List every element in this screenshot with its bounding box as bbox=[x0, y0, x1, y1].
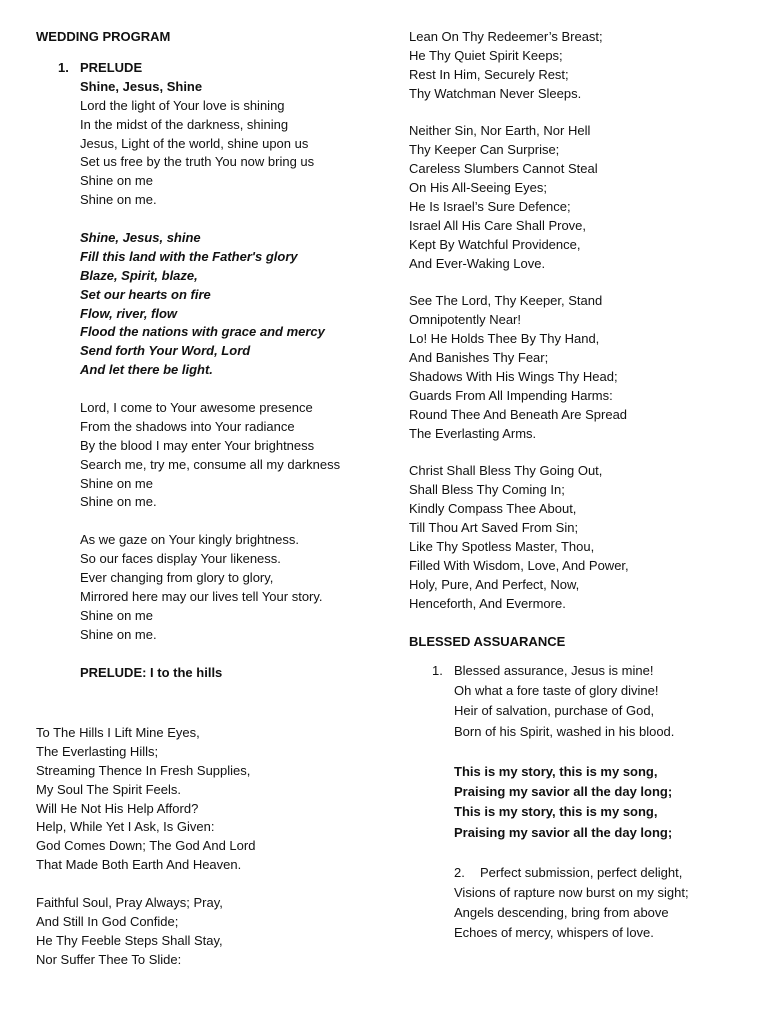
lyric-line: And Banishes Thy Fear; bbox=[409, 350, 549, 366]
lyric-line: Mirrored here may our lives tell Your story. bbox=[80, 588, 323, 604]
lyric-line: Filled With Wisdom, Love, And Power, bbox=[409, 557, 629, 573]
page-title: WEDDING PROGRAM bbox=[36, 29, 171, 44]
lyric-line: Israel All His Care Shall Prove, bbox=[409, 217, 587, 233]
lyric-line: Holy, Pure, And Perfect, Now, bbox=[409, 576, 580, 592]
chorus-line: Set our hearts on fire bbox=[80, 286, 211, 302]
lyric-line: Streaming Thence In Fresh Supplies, bbox=[36, 762, 251, 778]
chorus-line: Praising my savior all the day long; bbox=[454, 824, 673, 840]
lyric-line: Kindly Compass Thee About, bbox=[409, 501, 577, 517]
blessed-assurance bbox=[432, 661, 689, 944]
lyric-line: Kept By Watchful Providence, bbox=[409, 236, 581, 252]
lyric-line: Blessed assurance, Jesus is mine! bbox=[454, 663, 654, 678]
lyric-line: He Thy Quiet Spirit Keeps; bbox=[409, 47, 563, 63]
chorus-line: Fill this land with the Father's glory bbox=[80, 248, 298, 264]
lyric-line: Shine on me bbox=[80, 173, 153, 189]
lyric-line: Shine on me. bbox=[80, 626, 157, 642]
lyric-line: Oh what a fore taste of glory divine! bbox=[454, 683, 659, 699]
lyric-line: God Comes Down; The God And Lord bbox=[36, 838, 256, 854]
lyric-line: Echoes of mercy, whispers of love. bbox=[454, 925, 654, 941]
lyric-line: Shine on me bbox=[80, 607, 153, 623]
chorus-line: This is my story, this is my song, bbox=[454, 763, 658, 779]
lyric-line: Shadows With His Wings Thy Head; bbox=[409, 369, 618, 385]
lyric-line: See The Lord, Thy Keeper, Stand bbox=[409, 293, 603, 309]
lyric-line: On His All-Seeing Eyes; bbox=[409, 180, 548, 196]
lyric-line: Christ Shall Bless Thy Going Out, bbox=[409, 463, 603, 479]
chorus-line: Flood the nations with grace and mercy bbox=[80, 324, 325, 340]
lyric-line: As we gaze on Your kingly brightness. bbox=[80, 532, 299, 548]
lyric-line: Born of his Spirit, washed in his blood. bbox=[454, 723, 675, 739]
lyric-line: Shall Bless Thy Coming In; bbox=[409, 482, 565, 498]
lyric-line: Thy Keeper Can Surprise; bbox=[409, 142, 560, 158]
lyric-line: Lo! He Holds Thee By Thy Hand, bbox=[409, 331, 600, 347]
lyric-line: Will He Not His Help Afford? bbox=[36, 800, 199, 816]
lyric-line: Set us free by the truth You now bring us bbox=[80, 154, 315, 170]
lyric-line: Lord, I come to Your awesome presence bbox=[80, 400, 313, 416]
lyric-line: That Made Both Earth And Heaven. bbox=[36, 857, 242, 873]
chorus-line: Send forth Your Word, Lord bbox=[80, 343, 251, 359]
lyric-line: Till Thou Art Saved From Sin; bbox=[409, 520, 579, 536]
lyric-line: Heir of salvation, purchase of God, bbox=[454, 703, 655, 719]
chorus-line: Flow, river, flow bbox=[80, 305, 178, 321]
prelude-shine-jesus bbox=[58, 59, 340, 682]
section-heading: BLESSED ASSUARANCE bbox=[409, 633, 566, 649]
lyric-line: Careless Slumbers Cannot Steal bbox=[409, 161, 598, 177]
lyric-line: Guards From All Impending Harms: bbox=[409, 387, 613, 403]
lyric-line: Henceforth, And Evermore. bbox=[409, 595, 566, 611]
chorus-line: And let there be light. bbox=[80, 362, 213, 378]
lyric-line: Like Thy Spotless Master, Thou, bbox=[409, 539, 595, 555]
lyric-line: Ever changing from glory to glory, bbox=[80, 570, 274, 586]
lyric-line: He Is Israel’s Sure Defence; bbox=[409, 199, 571, 215]
lyric-line: Lord the light of Your love is shining bbox=[80, 97, 285, 113]
chorus-line: This is my story, this is my song, bbox=[454, 804, 658, 820]
lyric-line: The Everlasting Arms. bbox=[409, 425, 537, 441]
chorus-line: Blaze, Spirit, blaze, bbox=[80, 267, 198, 283]
lyric-line: Angels descending, bring from above bbox=[454, 905, 669, 921]
section-number: 1. bbox=[58, 60, 69, 75]
lyric-line: Jesus, Light of the world, shine upon us bbox=[80, 135, 309, 151]
lyric-line: In the midst of the darkness, shining bbox=[80, 116, 289, 132]
lyric-line: Shine on me. bbox=[80, 192, 157, 208]
lyric-line: Round Thee And Beneath Are Spread bbox=[409, 406, 628, 422]
verse-number: 1. bbox=[432, 663, 443, 678]
lyric-line: Thy Watchman Never Sleeps. bbox=[409, 85, 582, 101]
chorus-line: Praising my savior all the day long; bbox=[454, 784, 673, 800]
prelude-to-the-hills bbox=[36, 724, 255, 970]
section-heading: PRELUDE: I to the hills bbox=[80, 664, 223, 680]
lyric-line: And Ever-Waking Love. bbox=[409, 255, 546, 271]
lyric-line: From the shadows into Your radiance bbox=[80, 418, 295, 434]
song-title: Shine, Jesus, Shine bbox=[80, 78, 203, 94]
verse-number: 2. bbox=[454, 864, 465, 880]
lyric-line: And Still In God Confide; bbox=[36, 913, 179, 929]
lyric-line: So our faces display Your likeness. bbox=[80, 551, 281, 567]
lyric-line: Lean On Thy Redeemer’s Breast; bbox=[409, 29, 603, 44]
lyric-line: Omnipotently Near! bbox=[409, 312, 521, 328]
lyric-line: Search me, try me, consume all my darkness bbox=[80, 456, 341, 472]
lyric-line: Neither Sin, Nor Earth, Nor Hell bbox=[409, 123, 591, 139]
right-column-hymn bbox=[409, 28, 629, 651]
lyric-line: Faithful Soul, Pray Always; Pray, bbox=[36, 895, 223, 911]
lyric-line: Visions of rapture now burst on my sight; bbox=[454, 885, 689, 901]
lyric-line: By the blood I may enter Your brightness bbox=[80, 437, 315, 453]
section-heading: PRELUDE bbox=[80, 60, 143, 75]
chorus-line: Shine, Jesus, shine bbox=[80, 230, 201, 246]
lyric-line: Shine on me bbox=[80, 475, 153, 491]
lyric-line: He Thy Feeble Steps Shall Stay, bbox=[36, 932, 223, 948]
lyric-line: The Everlasting Hills; bbox=[36, 743, 159, 759]
lyric-line: To The Hills I Lift Mine Eyes, bbox=[36, 725, 200, 740]
lyric-line: Nor Suffer Thee To Slide: bbox=[36, 951, 182, 967]
lyric-line: Rest In Him, Securely Rest; bbox=[409, 66, 569, 82]
lyric-line: My Soul The Spirit Feels. bbox=[36, 781, 181, 797]
lyric-line: Shine on me. bbox=[80, 494, 157, 510]
lyric-line: Help, While Yet I Ask, Is Given: bbox=[36, 819, 215, 835]
lyric-line: Perfect submission, perfect delight, bbox=[480, 864, 683, 880]
